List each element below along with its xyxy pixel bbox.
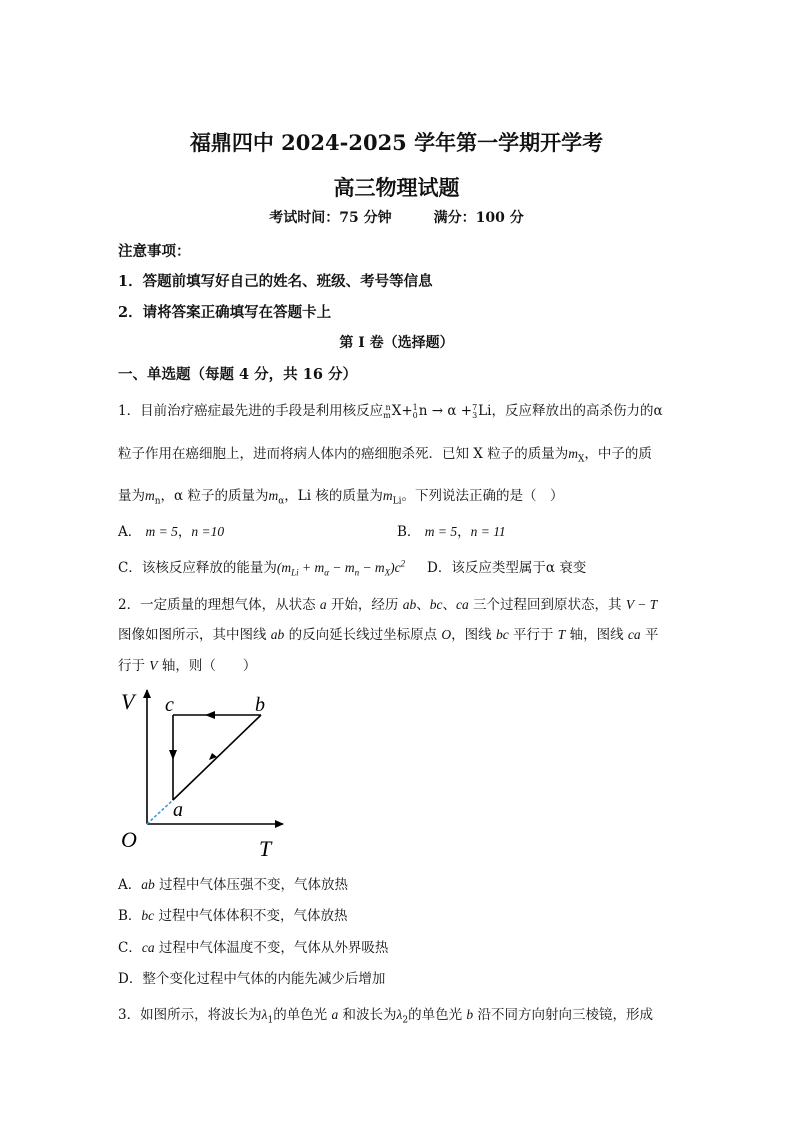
process-ab xyxy=(173,715,261,800)
q1-option-c: C．该核反应释放的能量为$(m_{Li} + m_\alpha - m_n - m_X)c^2$ xyxy=(118,558,406,578)
label-t: T xyxy=(259,836,272,861)
q1-line-1: 1．目前治疗癌症最先进的手段是利用核反应 n mX+1 0n → α +7 3Li，反应释放出的高杀伤力的α xyxy=(118,402,663,420)
label-c: c xyxy=(165,694,174,716)
q2-option-a: A．ab 过程中气体压强不变，气体放热 xyxy=(118,877,349,893)
notice-item-1: 1．答题前填写好自己的姓名、班级、考号等信息 xyxy=(118,273,433,290)
volume-heading: 第 I 卷（选择题） xyxy=(339,335,454,351)
label-b: b xyxy=(255,694,265,716)
q1-option-d: D．该反应类型属于α 衰变 xyxy=(427,560,587,576)
part-one-heading: 一、单选题（每题 4 分，共 16 分） xyxy=(118,366,357,383)
q2-line-3: 行于 V 轴，则（ ） xyxy=(118,658,257,674)
label-a: a xyxy=(173,799,183,821)
label-v: V xyxy=(121,689,135,714)
exam-info: 考试时间：75 分钟 满分：100 分 xyxy=(269,210,524,226)
nuclear-reaction: n mX+1 0n → α +7 3Li xyxy=(383,402,492,420)
q2-line-1: 2．一定质量的理想气体，从状态 a 开始，经历 ab、bc、ca 三个过程回到原状态，其 V − T xyxy=(118,597,658,613)
q3-line-1: 3．如图所示，将波长为$\lambda_1$的单色光 a 和波长为$\lambda_2$的单色光 b 沿不同方向射向三棱镜，形成 xyxy=(118,1007,653,1026)
q1-line-3: 量为$m_n$，α 粒子的质量为$m_\alpha$，Li 核的质量为$m_{Li}$。下列说法正确的是（ ） xyxy=(118,488,564,507)
q2-line-2: 图像如图所示，其中图线 ab 的反向延长线过坐标原点 O，图线 bc 平行于 T 轴，图线 ca 平 xyxy=(118,627,659,643)
q2-option-c: C．ca 过程中气体温度不变，气体从外界吸热 xyxy=(118,940,389,956)
q2-option-b: B．bc 过程中气体体积不变，气体放热 xyxy=(118,908,348,924)
vt-diagram xyxy=(115,682,295,862)
notice-heading: 注意事项： xyxy=(118,243,191,260)
q1-option-a: A． m = 5，n =10 xyxy=(118,524,225,540)
label-o: O xyxy=(121,827,137,852)
q2-option-d: D．整个变化过程中气体的内能先减少后增加 xyxy=(118,971,386,987)
q1-option-b: B． m = 5，n = 11 xyxy=(397,524,506,540)
arrow-ca xyxy=(169,750,177,760)
q1-line-2: 粒子作用在癌细胞上，进而将病人体内的癌细胞杀死．已知 X 粒子的质量为$m_X$，中子的质 xyxy=(118,446,652,465)
exam-subtitle: 高三物理试题 xyxy=(333,175,460,200)
exam-title: 福鼎四中 2024-2025 学年第一学期开学考 xyxy=(189,130,604,155)
ab-extension-dashed xyxy=(147,800,173,824)
notice-item-2: 2．请将答案正确填写在答题卡上 xyxy=(118,304,332,321)
arrow-bc xyxy=(205,711,215,719)
